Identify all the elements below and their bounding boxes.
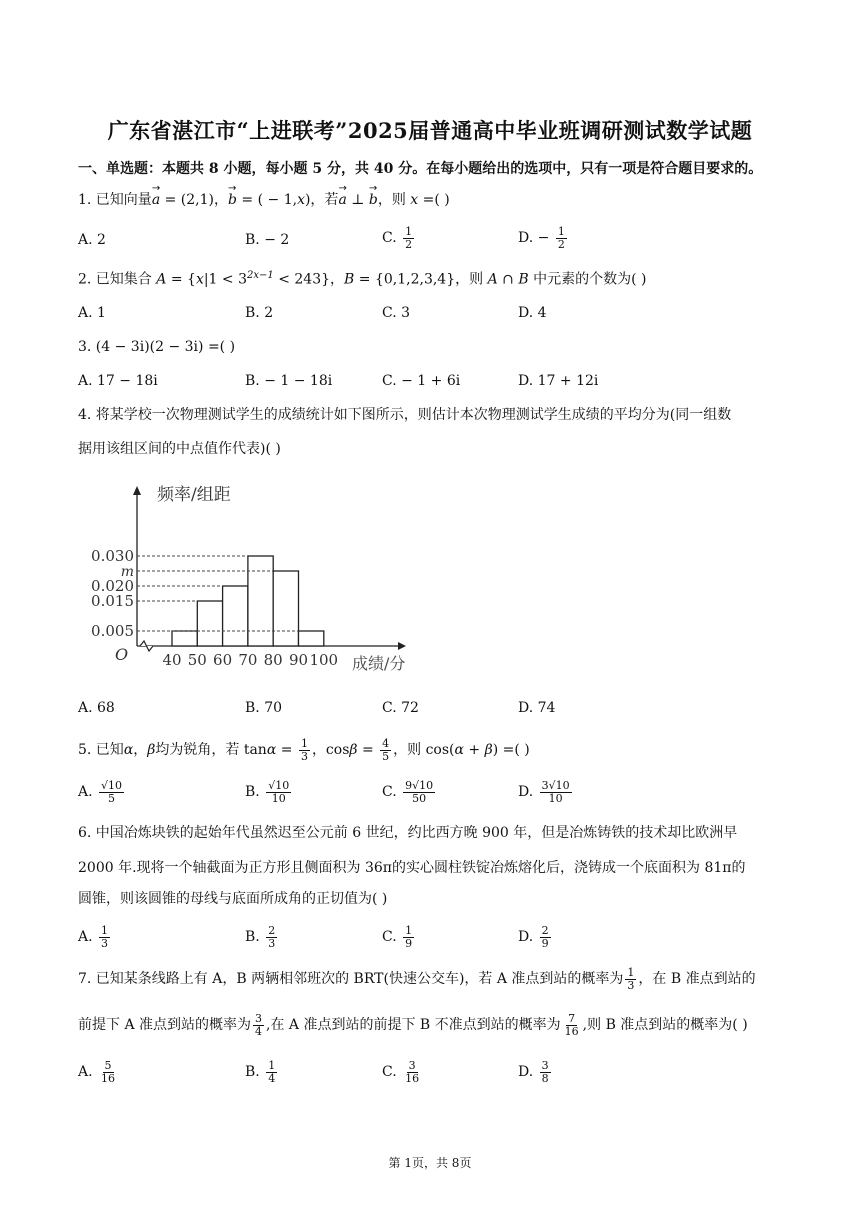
histogram-bar bbox=[172, 631, 197, 646]
q7-option-a[interactable]: A. $\frac{5}{16}$ bbox=[78, 1059, 116, 1085]
y-tick-label: 0.020 bbox=[91, 577, 134, 595]
question-1 bbox=[78, 183, 450, 210]
histogram-bar bbox=[248, 556, 273, 646]
vector-b: → b bbox=[368, 183, 378, 208]
q4-option-d[interactable]: D. 74 bbox=[518, 700, 556, 716]
q7-option-d[interactable]: D. $\frac{3}{8}$ bbox=[518, 1059, 549, 1085]
x-tick-label: 40 bbox=[162, 651, 182, 669]
y-axis-label: 频率/组距 bbox=[157, 485, 231, 505]
q1-option-d[interactable]: D. − $\frac{1}{2}$ bbox=[518, 225, 565, 251]
q6-option-c[interactable]: C. $\frac{1}{9}$ bbox=[382, 924, 413, 950]
y-axis-arrow bbox=[133, 486, 141, 495]
axis-break-mark bbox=[140, 641, 153, 651]
q3-option-c[interactable]: C. − 1 + 6i bbox=[382, 373, 461, 389]
q2-option-d[interactable]: D. 4 bbox=[518, 305, 547, 321]
question-6-line-1: 6. 中国冶炼块铁的起始年代虽然迟至公元前 6 世纪，约比西方晚 900 年，但是冶炼铸铁的技术却比欧洲早 bbox=[78, 825, 738, 841]
question-6-line-2: 2000 年.现将一个轴截面为正方形且侧面积为 36π的实心圆柱铁锭冶炼熔化后，浇铸成一个底面积为 81π的 bbox=[78, 860, 746, 876]
question-7-line-1: 7. 已知某条线路上有 A，B 两辆相邻班次的 BRT(快速公交车)，若 A 准点到站的概率为 $\frac{1}{3}$ ，在 B 准点到站的 bbox=[78, 966, 756, 992]
question-3: 3. (4 − 3i)(2 − 3i) =( ) bbox=[78, 339, 236, 355]
page-footer: 第 1页，共 8页 bbox=[388, 1156, 472, 1170]
q2-option-b[interactable]: B. 2 bbox=[245, 305, 274, 321]
vector-a: → a bbox=[151, 183, 161, 208]
q4-option-c[interactable]: C. 72 bbox=[382, 700, 419, 716]
q1-text: ，则 bbox=[377, 192, 411, 208]
y-tick-label: m bbox=[120, 564, 134, 580]
q6-option-b[interactable]: B. $\frac{2}{3}$ bbox=[245, 924, 276, 950]
page-title: 广东省湛江市“上进联考”2025届普通高中毕业班调研测试数学试题 bbox=[107, 118, 753, 143]
question-7-line-2: 前提下 A 准点到站的概率为 $\frac{3}{4}$ ,在 A 准点到站的前提下 B 不准点到站的概率为 $\frac{7}{16}$ ,则 B 准点到站的概率为( ) bbox=[78, 1012, 748, 1038]
q4-option-b[interactable]: B. 70 bbox=[245, 700, 283, 716]
histogram-bar bbox=[197, 601, 222, 646]
histogram-bar bbox=[273, 571, 298, 646]
q1-option-c[interactable]: C. $\frac{1}{2}$ bbox=[382, 225, 413, 251]
q2-option-c[interactable]: C. 3 bbox=[382, 305, 411, 321]
histogram-bar bbox=[299, 631, 324, 646]
x-axis-arrow bbox=[398, 642, 406, 650]
vector-a: → a bbox=[338, 183, 347, 208]
y-tick-label: 0.005 bbox=[91, 622, 134, 640]
q1-text: =( ) bbox=[418, 192, 450, 208]
q6-option-d[interactable]: D. $\frac{2}{9}$ bbox=[518, 924, 549, 950]
vector-b: → b bbox=[228, 183, 237, 208]
q1-text: 1. 已知向量 bbox=[78, 192, 152, 208]
q1-text: ⊥ bbox=[346, 192, 369, 208]
q3-option-b[interactable]: B. − 1 − 18i bbox=[245, 373, 333, 389]
q5-option-b[interactable]: B. $\frac{√10}{10}$ bbox=[245, 779, 290, 805]
q5-option-c[interactable]: C. $\frac{9√10}{50}$ bbox=[382, 779, 434, 805]
x-tick-label: 70 bbox=[238, 651, 258, 669]
q7-option-b[interactable]: B. $\frac{1}{4}$ bbox=[245, 1059, 276, 1085]
frequency-histogram bbox=[80, 476, 440, 676]
question-4-line-2: 据用该组区间的中点值作代表)( ) bbox=[78, 441, 281, 457]
x-tick-label: 90 bbox=[288, 651, 309, 669]
q3-option-d[interactable]: D. 17 + 12i bbox=[518, 373, 599, 389]
question-4-line-1: 4. 将某学校一次物理测试学生的成绩统计如下图所示，则估计本次物理测试学生成绩的平均分为(同一组数 bbox=[78, 407, 732, 423]
y-tick-label: 0.015 bbox=[91, 592, 134, 610]
question-6-line-3: 圆锥，则该圆锥的母线与底面所成角的正切值为( ) bbox=[78, 891, 388, 907]
histogram-bar bbox=[223, 586, 248, 646]
q7-option-c[interactable]: C. $\frac{3}{16}$ bbox=[382, 1059, 420, 1085]
x-tick-label: 100 bbox=[309, 651, 339, 669]
section-heading: 一、单选题：本题共 8 小题，每小题 5 分，共 40 分。在每小题给出的选项中，只有一项是符合题目要求的。 bbox=[78, 161, 763, 177]
q4-option-a[interactable]: A. 68 bbox=[78, 700, 115, 716]
question-2: 2. 已知集合 $A = \{x|1 < 3^{2x-1} < 243\}$，B = {0,1,2,3,4}，则 A ∩ B 中元素的个数为( ) bbox=[78, 270, 647, 288]
var-x: x bbox=[297, 192, 305, 208]
q1-option-b[interactable]: B. − 2 bbox=[245, 232, 290, 248]
q5-option-a[interactable]: A. $\frac{√10}{5}$ bbox=[78, 779, 123, 805]
y-tick-label: 0.030 bbox=[91, 547, 134, 565]
question-5: 5. 已知α，β均为锐角，若 tanα = $\frac{1}{3}$ ，cosβ = $\frac{4}{5}$ ，则 cos(α + β) =( ) bbox=[78, 737, 530, 763]
q2-option-a[interactable]: A. 1 bbox=[78, 305, 106, 321]
q5-option-d[interactable]: D. $\frac{3√10}{10}$ bbox=[518, 779, 570, 805]
q1-text: = ( − 1, bbox=[236, 192, 298, 208]
q1-option-a[interactable]: A. 2 bbox=[78, 232, 106, 248]
q1-text: )，若 bbox=[304, 192, 339, 208]
var-x: x bbox=[410, 192, 419, 208]
q1-text: = (2,1)， bbox=[160, 192, 228, 208]
x-axis-label: 成绩/分 bbox=[352, 654, 406, 673]
x-tick-label: 80 bbox=[263, 651, 283, 669]
x-tick-label: 60 bbox=[213, 651, 233, 669]
x-tick-label: 50 bbox=[187, 651, 207, 669]
q3-option-a[interactable]: A. 17 − 18i bbox=[78, 373, 158, 389]
q6-option-a[interactable]: A. $\frac{1}{3}$ bbox=[78, 924, 109, 950]
origin-label: O bbox=[115, 645, 129, 664]
